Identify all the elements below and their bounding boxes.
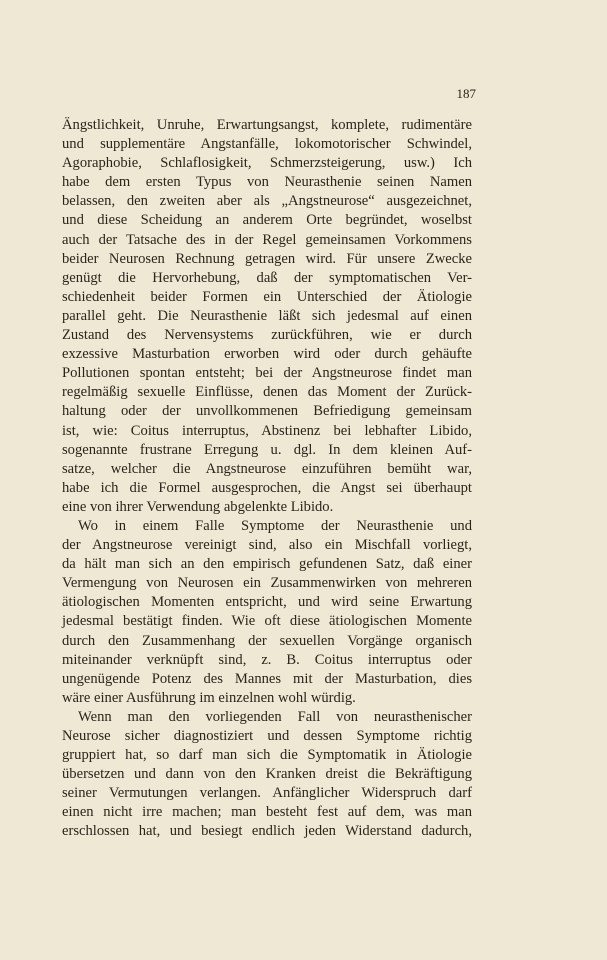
text-line: ist, wie: Coitus interruptus, Abstinenz bei lebhafter Libido, bbox=[62, 422, 472, 439]
text-line: regelmäßig sexuelle Einflüsse, denen das Moment der Zurück- bbox=[62, 384, 472, 401]
text-line: miteinander verknüpft sind, z. B. Coitus interruptus oder bbox=[62, 651, 472, 668]
paragraph bbox=[62, 708, 472, 842]
text-line: wäre einer Ausführung im einzelnen wohl würdig. bbox=[62, 689, 356, 706]
text-line: Wenn man den vorliegenden Fall von neurasthenischer bbox=[78, 708, 472, 725]
text-line: auch der Tatsache des in der Regel gemeinsamen Vorkommens bbox=[62, 231, 472, 248]
text-line: genügt die Hervorhebung, daß der symptomatischen Ver- bbox=[62, 269, 472, 286]
text-line: und diese Scheidung an anderem Orte begründet, woselbst bbox=[62, 212, 472, 229]
paragraph bbox=[62, 116, 472, 517]
paragraph bbox=[62, 517, 472, 708]
text-line: der Angstneurose vereinigt sind, also ein Mischfall vorliegt, bbox=[62, 537, 472, 554]
text-line: gruppiert hat, so darf man sich die Symptomatik in Ätiologie bbox=[62, 747, 472, 764]
text-line: da hält man sich an den empirisch gefundenen Satz, daß einer bbox=[62, 556, 472, 573]
text-line: exzessive Masturbation erworben wird oder durch gehäufte bbox=[62, 346, 472, 363]
text-line: Zustand des Nervensystems zurückführen, wie er durch bbox=[62, 327, 472, 344]
text-line: durch den Zusammenhang der sexuellen Vorgänge organisch bbox=[62, 632, 472, 649]
text-line: Agoraphobie, Schlaflosigkeit, Schmerzsteigerung, usw.) Ich bbox=[62, 155, 472, 172]
text-line: satze, welcher die Angstneurose einzuführen bemüht war, bbox=[62, 460, 472, 477]
text-line: erschlossen hat, und besiegt endlich jeden Widerstand dadurch, bbox=[62, 823, 472, 840]
text-line: übersetzen und dann von den Kranken dreist die Bekräftigung bbox=[62, 766, 472, 783]
text-line: seiner Vermutungen verlangen. Anfänglicher Widerspruch darf bbox=[62, 785, 472, 802]
text-line: habe dem ersten Typus von Neurasthenie seinen Namen bbox=[62, 174, 472, 191]
text-line: ätiologischen Momenten entspricht, und wird seine Erwartung bbox=[62, 594, 472, 611]
text-line: sogenannte frustrane Erregung u. dgl. In dem kleinen Auf- bbox=[62, 441, 472, 458]
text-line: ungenügende Potenz des Mannes mit der Masturbation, dies bbox=[62, 670, 472, 687]
text-line: jedesmal bestätigt finden. Wie oft diese ätiologischen Momente bbox=[62, 613, 472, 630]
text-line: Wo in einem Falle Symptome der Neurasthenie und bbox=[78, 517, 472, 534]
text-line: habe ich die Formel ausgesprochen, die Angst sei überhaupt bbox=[62, 479, 472, 496]
text-line: haltung oder der unvollkommenen Befriedigung gemeinsam bbox=[62, 403, 472, 420]
text-line: einen nicht irre machen; man besteht fest auf dem, was man bbox=[62, 804, 472, 821]
text-line: Pollutionen spontan entsteht; bei der Angstneurose findet man bbox=[62, 365, 472, 382]
text-line: eine von ihrer Verwendung abgelenkte Libido. bbox=[62, 498, 334, 515]
text-line: schiedenheit beider Formen ein Unterschied der Ätiologie bbox=[62, 288, 472, 305]
text-line: und supplementäre Angstanfälle, lokomotorischer Schwindel, bbox=[62, 136, 472, 153]
text-line: beider Neurosen Rechnung getragen wird. Für unsere Zwecke bbox=[62, 250, 472, 267]
page-number: 187 bbox=[456, 86, 476, 101]
text-line: belassen, den zweiten aber als „Angstneurose“ ausgezeichnet, bbox=[62, 193, 472, 210]
text-line: Ängstlichkeit, Unruhe, Erwartungsangst, komplete, rudimentäre bbox=[62, 117, 472, 133]
text-line: Vermengung von Neurosen ein Zusammenwirken von mehreren bbox=[62, 575, 472, 592]
body-text bbox=[62, 116, 472, 842]
text-line: Neurose sicher diagnostiziert und dessen Symptome richtig bbox=[62, 728, 472, 744]
text-line: parallel geht. Die Neurasthenie läßt sich jedesmal auf einen bbox=[62, 307, 472, 324]
